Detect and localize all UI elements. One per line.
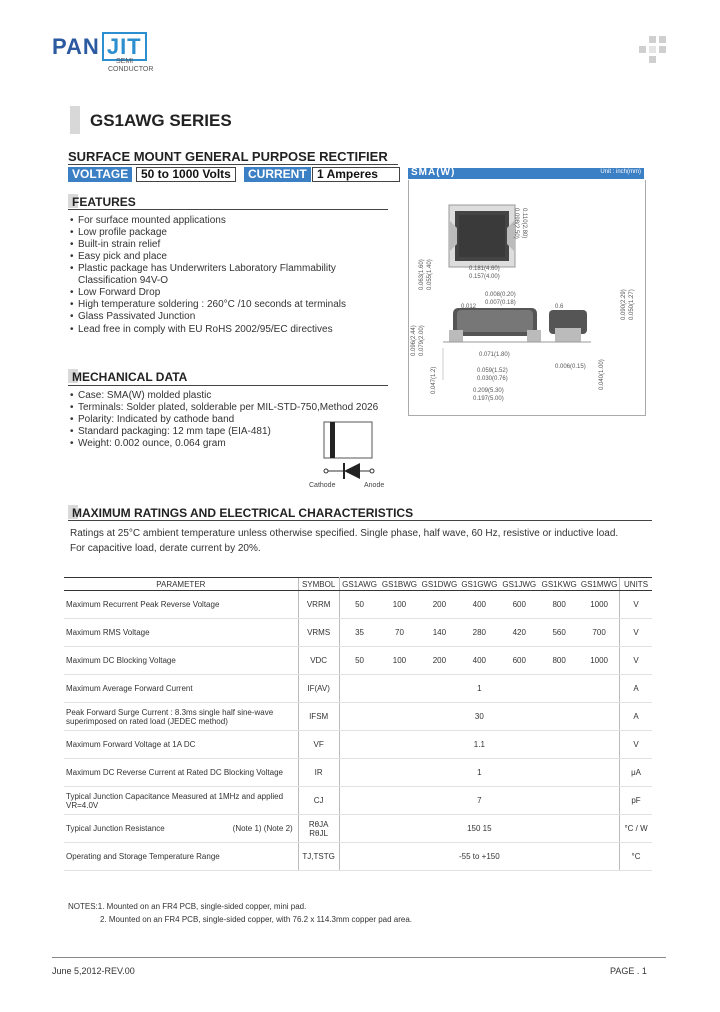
row-value: 70	[380, 619, 420, 647]
ratings-line1: Ratings at 25°C ambient temperature unless otherwise specified. Single phase, half wave, 60 Hz, resistive or inductive load.	[70, 528, 619, 539]
mechanical-item: • Terminals: Solder plated, solderable per MIL-STD-750,Method 2026	[70, 402, 400, 414]
package-drawing	[409, 180, 645, 415]
dim-label: 0.047(1.2)	[431, 366, 437, 394]
series-band	[70, 106, 80, 134]
col-header: UNITS	[620, 578, 652, 591]
row-value: 700	[579, 619, 619, 647]
row-unit: V	[620, 731, 652, 759]
row-symbol: VRMS	[298, 619, 339, 647]
feature-item: • Low profile package	[70, 227, 400, 239]
row-param: Maximum Average Forward Current	[64, 675, 298, 703]
dim-label: 0.098(2.50)	[513, 208, 519, 239]
current-label: CURRENT	[244, 167, 311, 182]
mechanical-item: • Polarity: Indicated by cathode band	[70, 414, 400, 426]
subtitle-rule	[68, 164, 398, 165]
ratings-rule	[68, 520, 652, 521]
mechanical-item: • Standard packaging: 12 mm tape (EIA-481)	[70, 426, 400, 438]
dim-label: 0.012	[461, 304, 477, 310]
package-unit: Unit : inch(mm)	[600, 169, 641, 175]
dim-label: 0.050(1.27)	[629, 289, 635, 320]
mechanical-item: • Weight: 0.002 ounce, 0.064 gram	[70, 438, 400, 450]
ratings-heading: MAXIMUM RATINGS AND ELECTRICAL CHARACTERISTICS	[72, 506, 414, 520]
row-unit: μA	[620, 759, 652, 787]
feature-item: • Low Forward Drop	[70, 287, 400, 299]
feature-item: • Built-in strain relief	[70, 239, 400, 251]
row-symbol: IF(AV)	[298, 675, 339, 703]
row-symbol: VF	[298, 731, 339, 759]
mechanical-item: • Case: SMA(W) molded plastic	[70, 390, 400, 402]
table-row	[64, 843, 652, 871]
row-value: 600	[499, 647, 539, 675]
voltage-label: VOLTAGE	[68, 167, 132, 182]
feature-item: • Lead free in comply with EU RoHS 2002/95/EC directives	[70, 324, 400, 336]
cathode-label: Cathode	[309, 482, 336, 489]
row-param-text: Typical Junction Resistance	[66, 824, 165, 833]
col-header: GS1JWG	[499, 578, 539, 591]
dim-label: 0.059(1.52)	[477, 368, 508, 374]
row-unit: V	[620, 647, 652, 675]
col-header: GS1DWG	[419, 578, 459, 591]
mechanical-heading: MECHANICAL DATA	[72, 370, 188, 384]
dim-label: 0.079(2.00)	[419, 325, 425, 356]
row-symbol: TJ,TSTG	[298, 843, 339, 871]
row-value: 1	[339, 759, 620, 787]
table-row	[64, 591, 652, 619]
dim-label: 0.008(0.20)	[485, 292, 516, 298]
dim-label: 0.096(2.44)	[411, 325, 417, 356]
row-value: 800	[539, 647, 579, 675]
note-1: NOTES:1. Mounted on an FR4 PCB, single-sided copper, mini pad.	[68, 902, 307, 911]
row-unit: A	[620, 703, 652, 731]
row-value: 1000	[579, 647, 619, 675]
table-row	[64, 647, 652, 675]
dim-label: 0.071(1.80)	[479, 352, 510, 358]
mechanical-rule	[68, 385, 388, 386]
dim-label: 0.040(1.00)	[599, 359, 605, 390]
row-value: 150 15	[339, 815, 620, 843]
row-unit: °C / W	[620, 815, 652, 843]
table-row	[64, 703, 652, 731]
col-header: GS1BWG	[380, 578, 420, 591]
note-2: 2. Mounted on an FR4 PCB, single-sided copper, with 76.2 x 114.3mm copper pad area.	[100, 915, 413, 924]
dim-label: 0.110(2.80)	[521, 208, 527, 239]
row-value: 400	[459, 647, 499, 675]
table-row	[64, 619, 652, 647]
row-value: 200	[419, 591, 459, 619]
row-value: 1000	[579, 591, 619, 619]
footer-page: PAGE . 1	[610, 966, 647, 976]
footer-revision: June 5,2012-REV.00	[52, 966, 135, 976]
row-note: (Note 1) (Note 2)	[232, 824, 293, 833]
row-unit: V	[620, 619, 652, 647]
feature-item: • High temperature soldering : 260°C /10 seconds at terminals	[70, 299, 400, 311]
row-value: 600	[499, 591, 539, 619]
anode-label: Anode	[364, 482, 385, 489]
row-value: 100	[380, 591, 420, 619]
logo-pan: PAN	[52, 34, 100, 59]
logo-subtitle	[108, 58, 153, 74]
col-header: SYMBOL	[298, 578, 339, 591]
row-symbol: VDC	[298, 647, 339, 675]
feature-item: • Glass Passivated Junction	[70, 311, 400, 323]
feature-item: • Easy pick and place	[70, 251, 400, 263]
package-title: SMA(W)	[411, 167, 456, 178]
row-symbol: IR	[298, 759, 339, 787]
row-param: Typical Junction Capacitance Measured at 1MHz and applied VR=4.0V	[64, 787, 298, 815]
row-param: Maximum Recurrent Peak Reverse Voltage	[64, 591, 298, 619]
dim-label: 0.157(4.00)	[469, 274, 500, 280]
table-row	[64, 759, 652, 787]
dim-label: 0.090(2.29)	[621, 289, 627, 320]
package-drawing-box	[408, 180, 646, 416]
panjit-logo	[52, 34, 147, 60]
dim-label: 0.006(0.15)	[555, 364, 586, 370]
row-value: 800	[539, 591, 579, 619]
voltage-value: 50 to 1000 Volts	[136, 167, 236, 182]
dim-label: 0.063(1.60)	[419, 259, 425, 290]
table-row	[64, 675, 652, 703]
col-header: GS1MWG	[579, 578, 619, 591]
logo-jit: JIT	[102, 32, 147, 61]
row-unit: °C	[620, 843, 652, 871]
row-param	[64, 815, 298, 843]
logo-sub-conductor: CONDUCTOR	[108, 66, 154, 73]
row-value: 560	[539, 619, 579, 647]
notes	[68, 900, 412, 926]
row-value: 1.1	[339, 731, 620, 759]
dim-label: 0.007(0.18)	[485, 300, 516, 306]
features-rule	[68, 209, 388, 210]
dim-label: 0.181(4.60)	[469, 266, 500, 272]
dim-label: 0.030(0.76)	[477, 376, 508, 382]
row-symbol: RθJA RθJL	[298, 815, 339, 843]
package-header	[408, 168, 644, 179]
footer-rule	[52, 957, 666, 958]
logo-sub-semi: SEMI	[116, 58, 134, 65]
series-title: GS1AWG SERIES	[90, 111, 232, 130]
row-value: 280	[459, 619, 499, 647]
row-param: Operating and Storage Temperature Range	[64, 843, 298, 871]
row-param: Peak Forward Surge Current : 8.3ms single half sine-wave superimposed on rated load (JEDEC method)	[64, 703, 298, 731]
col-header: PARAMETER	[64, 578, 298, 591]
col-header: GS1AWG	[339, 578, 379, 591]
row-unit: V	[620, 591, 652, 619]
dim-label: 0.6	[555, 304, 564, 310]
dim-label: 0.197(5.00)	[473, 396, 504, 402]
row-unit: A	[620, 675, 652, 703]
row-symbol: IFSM	[298, 703, 339, 731]
dim-label: 0.209(5.30)	[473, 388, 504, 394]
row-value: 1	[339, 675, 620, 703]
row-value: -55 to +150	[339, 843, 620, 871]
row-value: 420	[499, 619, 539, 647]
row-unit: pF	[620, 787, 652, 815]
feature-item: Classification 94V-O	[78, 275, 169, 286]
col-header: GS1GWG	[461, 579, 498, 589]
row-value: 7	[339, 787, 620, 815]
table-header-row	[64, 578, 652, 591]
row-param: Maximum RMS Voltage	[64, 619, 298, 647]
row-value: 100	[380, 647, 420, 675]
product-subtitle: SURFACE MOUNT GENERAL PURPOSE RECTIFIER	[68, 149, 388, 164]
features-list	[70, 215, 400, 336]
table-row	[64, 731, 652, 759]
row-value: 50	[339, 591, 379, 619]
row-param: Maximum DC Reverse Current at Rated DC Blocking Voltage	[64, 759, 298, 787]
features-heading: FEATURES	[72, 195, 136, 209]
decorative-dots	[636, 36, 670, 66]
feature-item: • For surface mounted applications	[70, 215, 400, 227]
row-value: 140	[419, 619, 459, 647]
feature-item: • Plastic package has Underwriters Laboratory Flammability	[70, 263, 400, 275]
row-value: 30	[339, 703, 620, 731]
row-value: 35	[339, 619, 379, 647]
row-value: 50	[339, 647, 379, 675]
ratings-line2: For capacitive load, derate current by 20%.	[70, 543, 261, 554]
row-param: Maximum Forward Voltage at 1A DC	[64, 731, 298, 759]
row-symbol: CJ	[298, 787, 339, 815]
current-value: 1 Amperes	[312, 167, 400, 182]
row-param: Maximum DC Blocking Voltage	[64, 647, 298, 675]
table-row	[64, 787, 652, 815]
dim-label: 0.055(1.40)	[427, 259, 433, 290]
ratings-table	[64, 577, 652, 871]
row-value: 400	[459, 591, 499, 619]
row-value: 200	[419, 647, 459, 675]
col-header: GS1KWG	[539, 578, 579, 591]
row-symbol: VRRM	[298, 591, 339, 619]
table-row	[64, 815, 652, 843]
